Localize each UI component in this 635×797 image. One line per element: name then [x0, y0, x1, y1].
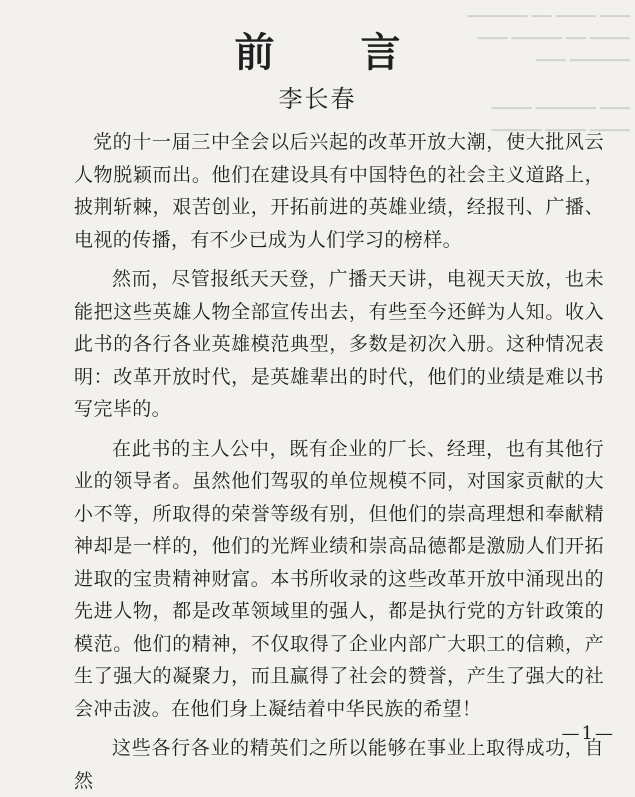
bleed-through-text: ▁▁▁ ▁▁▁▁▁▁ ▁▁▁▁ ▁▁▁▁ ▁▁▁▁ ▁▁▁▁▁	[491, 95, 630, 132]
body-text	[74, 126, 604, 797]
page-number: —1—	[561, 723, 615, 744]
author-name: 李长春	[278, 85, 357, 113]
paragraph: 在此书的主人公中，既有企业的厂长、经理，也有其他行业的领导者。虽然他们驾驭的单位规模不同，对国家贡献的大小不等，所取得的荣誉等级有别，但他们的崇高理想和奉献精神却是一样的，他们的光辉业绩和崇高品德都是激励人们开拓进取的宝贵精神财富。本书所收录的这些改革开放中涌现出的先进人物，都是改革领域里的强人，都是执行党的方针政策的模范。他们的精神，不仅取得了企业内部广大职工的信赖，产生了强大的凝聚力，而且赢得了社会的赞誉，产生了强大的社会冲击波。在他们身上凝结着中华民族的希望！	[74, 437, 604, 720]
paragraph: 然而，尽管报纸天天登，广播天天讲，电视天天放，也未能把这些英雄人物全部宣传出去，有些至今还鲜为人知。收入此书的各行各业英雄模范典型，多数是初次入册。这种情况表明：改革开放时代，是英雄辈出的时代，他们的业绩是难以书写完毕的。	[74, 268, 604, 420]
paragraph: 这些各行各业的精英们之所以能够在事业上取得成功，自然	[74, 737, 604, 792]
bleed-through-text: ▁▁▁ ▁▁▁▁ ▁▁ ▁▁▁▁▁▁ ▁▁▁▁ ▁▁ ▁▁▁▁▁ ▁▁▁ ▁▁▁▁▁▁ ▁▁▁	[467, 3, 630, 62]
paragraph: 党的十一届三中全会以后兴起的改革开放大潮，使大批风云人物脱颖而出。他们在建设具有中国特色的社会主义道路上，披荆斩棘，艰苦创业，开拓前进的英雄业绩，经报刊、广播、电视的传播，有不少已成为人们学习的榜样。	[74, 131, 604, 251]
page-title: 前 言	[234, 28, 437, 76]
